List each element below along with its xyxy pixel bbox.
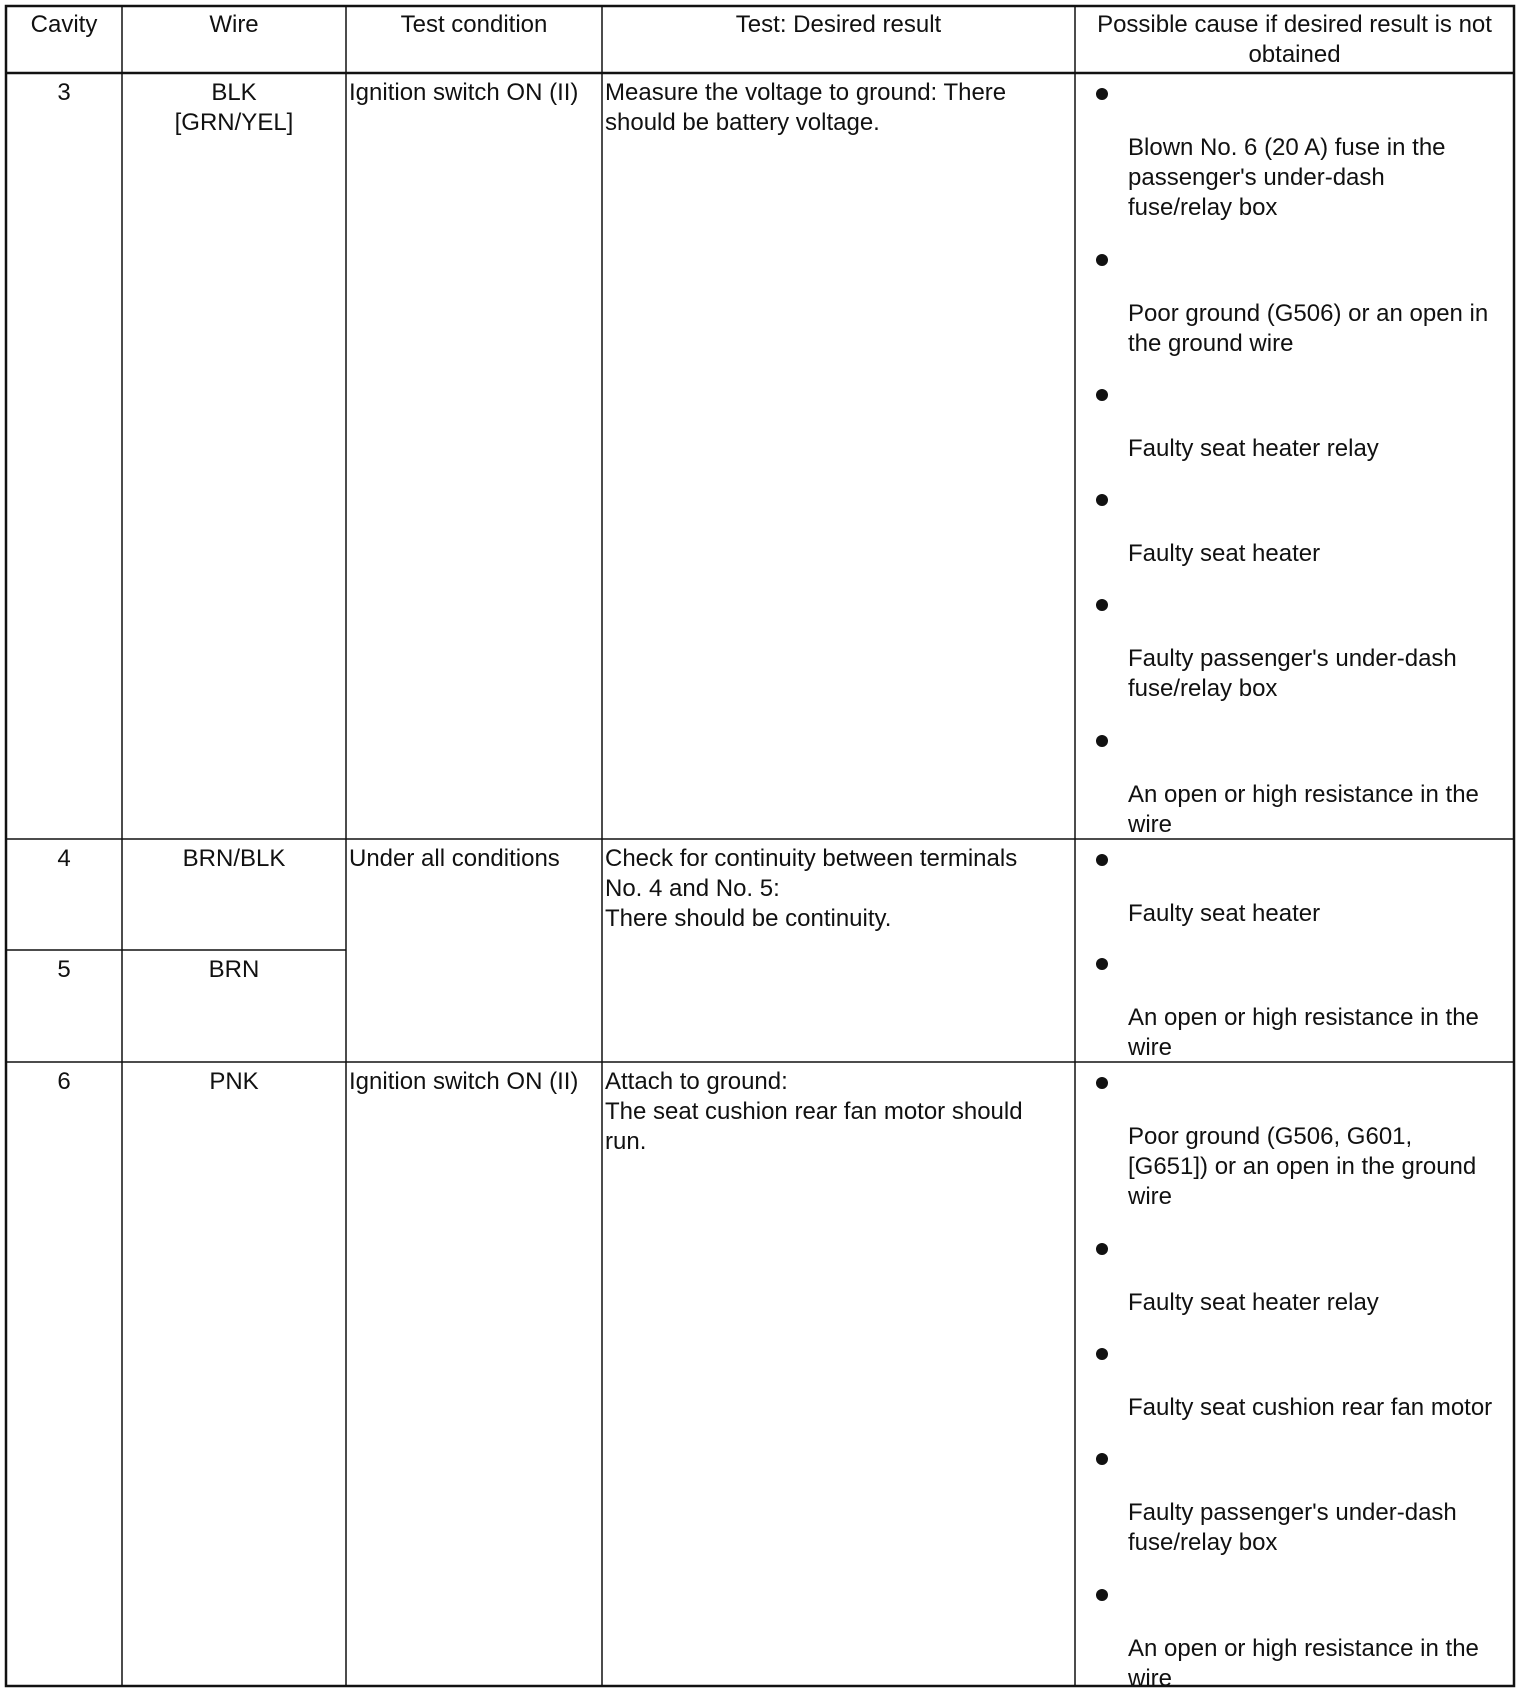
header-cavity: Cavity (30, 11, 98, 38)
wire-cell: BRN/BLK (182, 845, 286, 872)
cause-item: Faulty seat heater relay (1128, 1289, 1379, 1316)
bullet-icon (1096, 389, 1108, 401)
bullet-icon (1096, 494, 1108, 506)
bullet-icon (1096, 1453, 1108, 1465)
result-cell: Check for continuity between terminals No. 4 and No. 5: There should be continuity. (605, 845, 1018, 932)
cause-item: Faulty passenger's under-dash fuse/relay box (1128, 1499, 1457, 1556)
cause-item: Faulty passenger's under-dash fuse/relay box (1128, 645, 1457, 702)
bullet-icon (1096, 1077, 1108, 1089)
cause-item: Faulty seat heater relay (1128, 435, 1379, 462)
cause-item: Faulty seat heater (1128, 900, 1321, 927)
bullet-icon (1096, 599, 1108, 611)
cavity-cell: 3 (57, 79, 71, 106)
cause-item: Faulty seat heater (1128, 540, 1321, 567)
wire-cell: BRN (208, 956, 260, 983)
cause-item: Faulty seat cushion rear fan motor (1128, 1394, 1493, 1421)
result-cell: Attach to ground: The seat cushion rear fan motor should run. (605, 1068, 1023, 1155)
bullet-icon (1096, 735, 1108, 747)
cavity-cell: 5 (57, 956, 71, 983)
cause-item: An open or high resistance in the wire (1128, 781, 1479, 838)
cause-item: Poor ground (G506, G601, [G651]) or an open in the ground wire (1128, 1123, 1477, 1210)
header-test-condition: Test condition (400, 11, 548, 38)
header-possible-cause: Possible cause if desired result is not obtained (1097, 11, 1492, 68)
cause-item: Poor ground (G506) or an open in the ground wire (1128, 300, 1489, 357)
condition-cell: Under all conditions (349, 845, 560, 872)
bullet-icon (1096, 1243, 1108, 1255)
bullet-icon (1096, 854, 1108, 866)
header-desired-result: Test: Desired result (735, 11, 942, 38)
cause-item: An open or high resistance in the wire (1128, 1004, 1479, 1061)
condition-cell: Ignition switch ON (II) (349, 79, 579, 106)
result-cell: Measure the voltage to ground: There should be battery voltage. (605, 79, 1007, 136)
bullet-icon (1096, 1589, 1108, 1601)
cavity-cell: 4 (57, 845, 71, 872)
cause-item: Blown No. 6 (20 A) fuse in the passenger's under-dash fuse/relay box (1128, 134, 1446, 221)
cause-item: An open or high resistance in the wire (1128, 1635, 1479, 1692)
bullet-icon (1096, 1348, 1108, 1360)
condition-cell: Ignition switch ON (II) (349, 1068, 579, 1095)
bullet-icon (1096, 254, 1108, 266)
wire-cell: PNK (209, 1068, 259, 1095)
bullet-icon (1096, 958, 1108, 970)
cavity-cell: 6 (57, 1068, 71, 1095)
bullet-icon (1096, 88, 1108, 100)
wire-cell: BLK [GRN/YEL] (174, 79, 294, 136)
header-wire: Wire (209, 11, 259, 38)
